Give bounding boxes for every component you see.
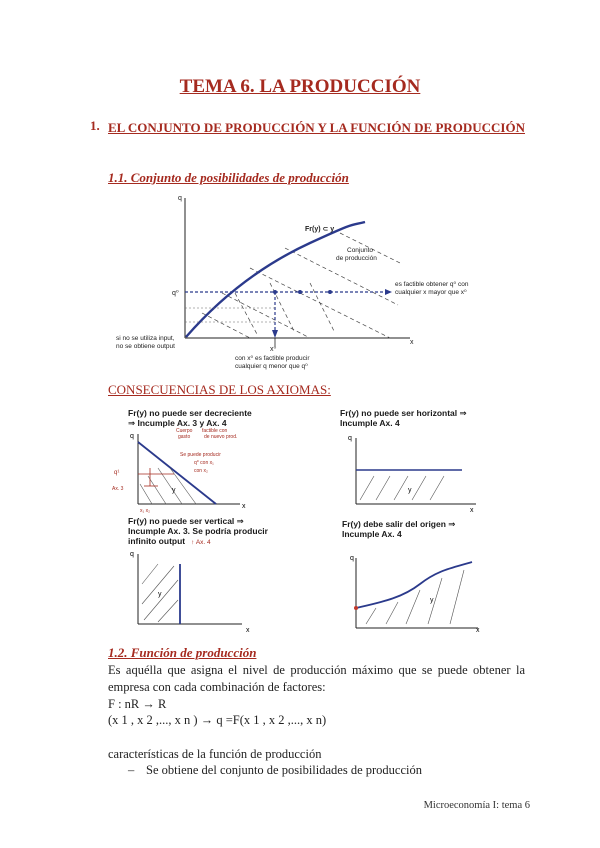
axiom-c-graph	[110, 550, 260, 634]
axiom-a-hw-q: q¹	[114, 470, 120, 476]
axiom-a-y: y	[172, 487, 176, 494]
production-set-figure	[110, 188, 530, 373]
set-label-line1: Conjunto	[347, 247, 374, 254]
axiom-a-line2: ⇒ Incumple Ax. 3 y Ax. 4	[128, 418, 227, 428]
axiom-a-hw6: q⁰ con x₁	[194, 460, 214, 466]
axiom-b-line2: Incumple Ax. 4	[340, 418, 400, 428]
axiom-a-hw8: x₁ x₂	[140, 508, 151, 514]
axiom-a-hw-ax: Ax. 3	[112, 486, 124, 492]
axiom-c-y: y	[158, 591, 162, 598]
axiom-d-q: q	[350, 555, 354, 562]
axiom-c-line1: Fr(y) no puede ser vertical ⇒	[128, 516, 244, 526]
axiom-a-caption	[128, 408, 252, 428]
bottom-note-line1: con x⁰ es factible producir	[235, 355, 310, 362]
axiom-b-q: q	[348, 435, 352, 442]
axiom-c-line2: Incumple Ax. 3. Se podría producir	[128, 526, 268, 536]
section-number: 1.	[90, 118, 100, 133]
axiom-a-hw4: de nuevo prod.	[204, 434, 238, 440]
axiom-d-caption	[342, 519, 455, 539]
page-footer: Microeconomía I: tema 6	[423, 800, 530, 811]
axiom-d-line1: Fr(y) debe salir del origen ⇒	[342, 519, 456, 529]
axiom-a-hw2: factible con	[202, 428, 228, 434]
axiom-a-q: q	[130, 433, 134, 440]
axiom-d-graph	[342, 550, 492, 634]
axiom-d-line2: Incumple Ax. 4	[342, 529, 402, 539]
production-function-definition: Es aquélla que asigna el nivel de producción máximo que se puede obtener la empresa con cada combinación de factores:	[108, 663, 525, 694]
x0-label: x⁰	[270, 346, 277, 353]
axiom-b-graph	[340, 428, 490, 514]
axiom-a-hw3: gasto	[178, 434, 191, 440]
axis-x-label: x	[410, 339, 414, 346]
axiom-a-x: x	[242, 503, 246, 510]
set-label-line2: de producción	[336, 255, 377, 262]
features-heading: características de la función de producción	[108, 747, 322, 761]
axiom-b-caption	[340, 408, 467, 428]
formula-line-1: F : nR → R	[108, 697, 167, 711]
axiom-c-handwritten: ↑ Ax. 4	[191, 539, 211, 546]
axiom-c-caption	[128, 516, 268, 548]
left-note-line2: no se obtiene output	[116, 343, 175, 350]
axiom-c-q: q	[130, 551, 134, 558]
axiom-c-line3: infinito output	[128, 536, 186, 546]
axiom-a-hw5: Se puede producir	[180, 452, 221, 458]
axiom-b-line1: Fr(y) no puede ser horizontal ⇒	[340, 408, 467, 418]
axiom-a-line1: Fr(y) no puede ser decreciente	[128, 408, 252, 418]
consecuencias-title: CONSECUENCIAS DE LOS AXIOMAS:	[108, 382, 331, 397]
axis-q-label: q	[178, 195, 182, 202]
subsection-1-2-title: 1.2. Función de producción	[108, 645, 257, 660]
section-title: EL CONJUNTO DE PRODUCCIÓN Y LA FUNCIÓN DE PRODUCCIÓN	[108, 120, 525, 135]
q0-label: q⁰	[172, 290, 179, 297]
axiom-a-hw7: con x₂	[194, 468, 208, 474]
bullet-dash: –	[128, 763, 135, 777]
axiom-d-y: y	[430, 597, 434, 604]
subsection-1-1-title: 1.1. Conjunto de posibilidades de producción	[108, 170, 349, 185]
right-note-line2: cualquier x mayor que x⁰	[395, 289, 467, 296]
bullet-item-1: Se obtiene del conjunto de posibilidades de producción	[146, 763, 422, 777]
axiom-b-x: x	[470, 507, 474, 514]
axiom-b-y: y	[408, 487, 412, 494]
bottom-note-line2: cualquier q menor que q⁰	[235, 363, 308, 370]
left-note-line1: si no se utiliza input,	[116, 335, 175, 342]
curve-label: Fr(y) ⊂ y	[305, 226, 335, 233]
page-title: TEMA 6. LA PRODUCCIÓN	[179, 76, 421, 97]
axiom-a-hw1: Cuerpo	[176, 428, 193, 434]
axiom-d-x: x	[476, 627, 480, 634]
right-note-line1: es factible obtener q⁰ con	[395, 281, 469, 288]
axiom-a-graph	[108, 428, 258, 516]
formula-line-2: (x 1 , x 2 ,..., x n ) → q =F(x 1 , x 2 ,..., x n)	[108, 713, 327, 727]
axiom-c-x: x	[246, 627, 250, 634]
